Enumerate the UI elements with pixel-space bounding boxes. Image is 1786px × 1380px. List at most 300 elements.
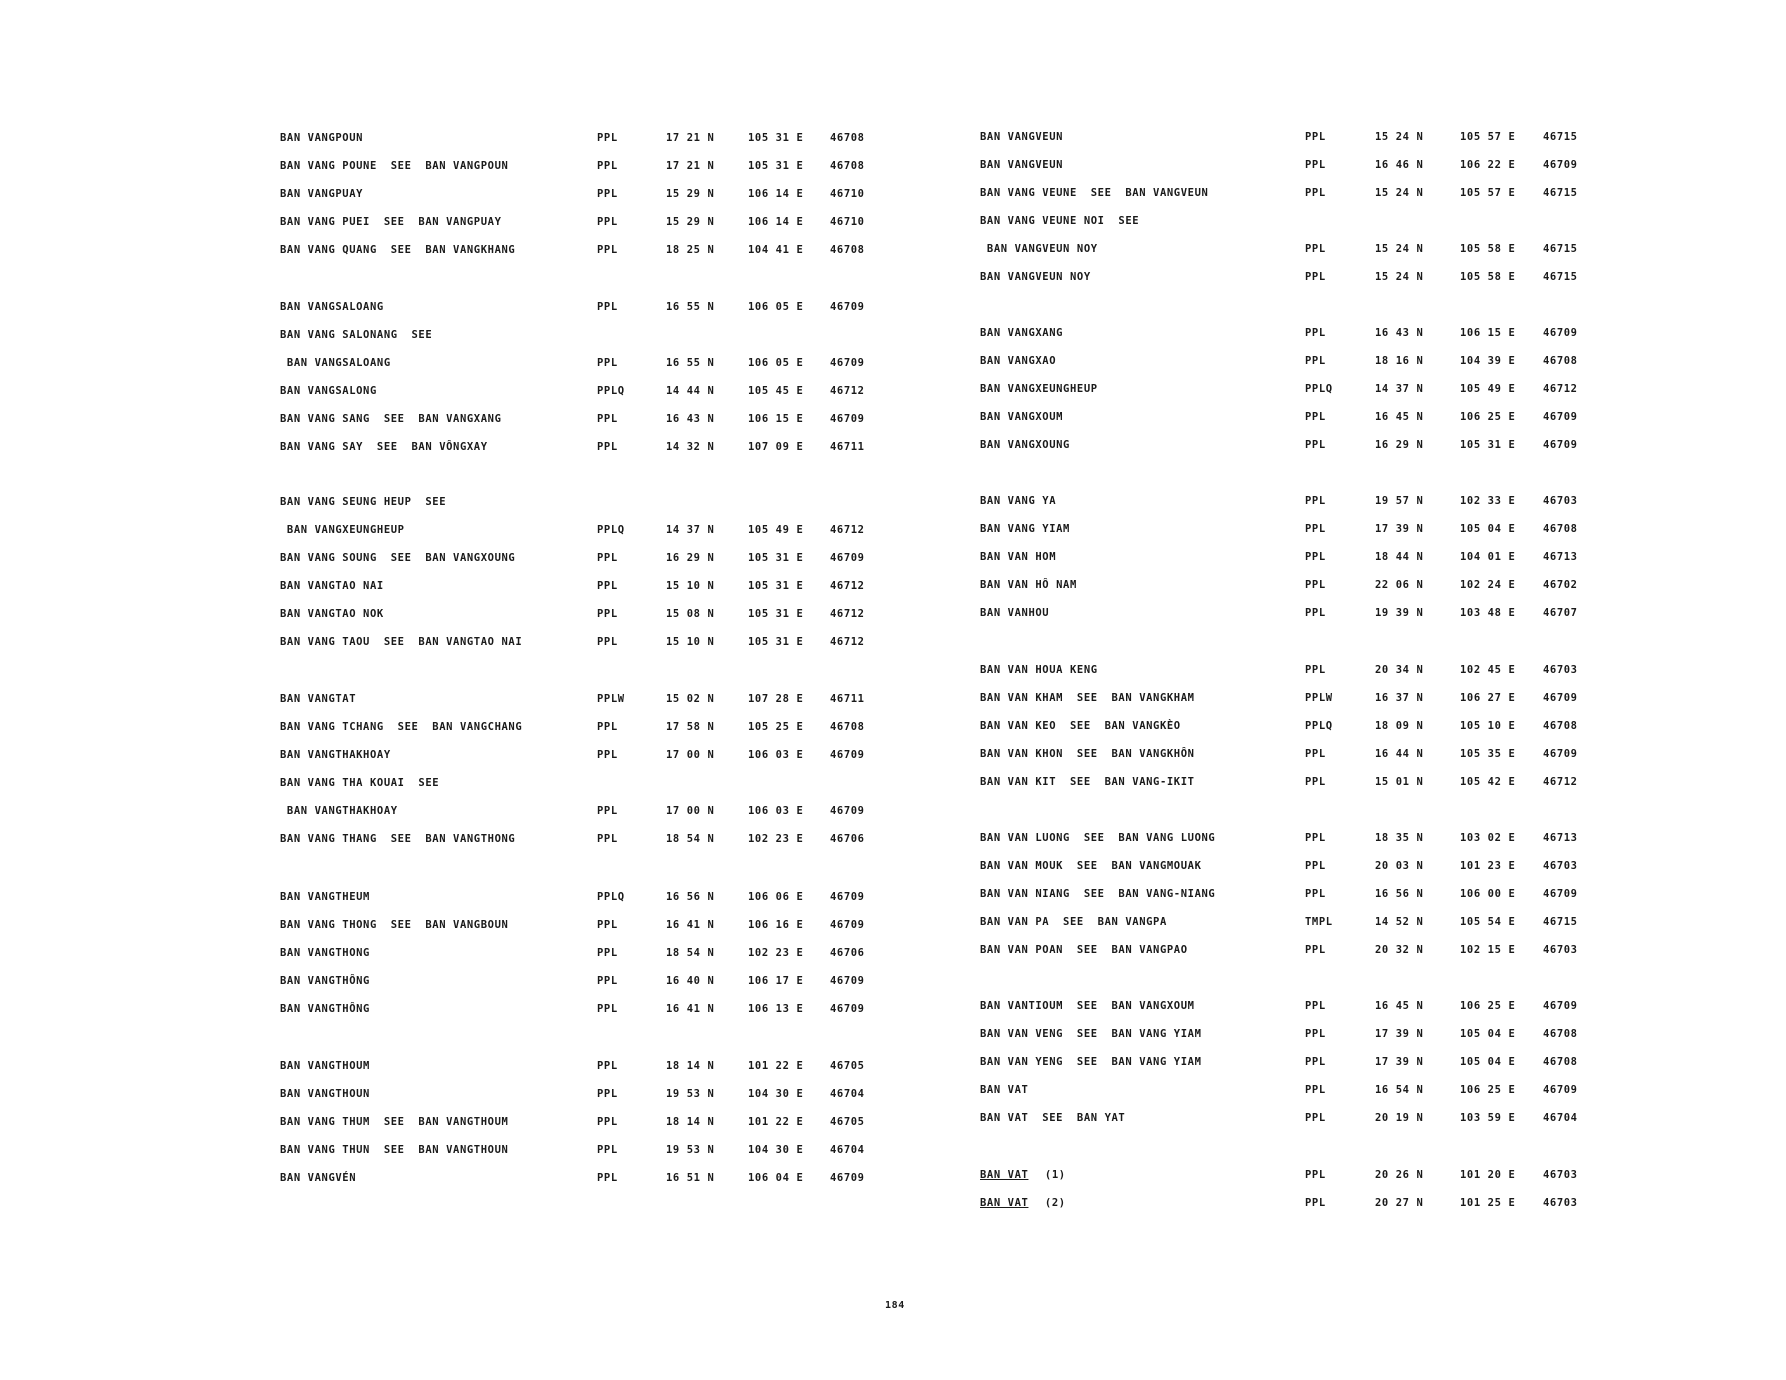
entry-type: PPL <box>597 357 618 369</box>
entry-name: BAN VAN VENG SEE BAN VANG YIAM <box>980 1028 1202 1040</box>
entry-type: PPL <box>1305 495 1326 507</box>
entry-lat: 16 54 N <box>1375 1084 1424 1096</box>
entry-suffix: (1) <box>1038 1169 1066 1181</box>
entry-lat: 16 37 N <box>1375 692 1424 704</box>
entry-lat: 15 24 N <box>1375 187 1424 199</box>
entry-type: PPL <box>597 1172 618 1184</box>
entry-type: PPL <box>1305 1056 1326 1068</box>
entry-code: 46709 <box>830 749 865 761</box>
entry-type: PPL <box>597 805 618 817</box>
entry-lon: 101 22 E <box>748 1116 804 1128</box>
entry-name: BAN VANGXANG <box>980 327 1064 339</box>
entry-type: PPL <box>1305 944 1326 956</box>
entry-lat: 17 21 N <box>666 132 715 144</box>
entry-code: 46708 <box>1543 1028 1578 1040</box>
entry-code: 46703 <box>1543 944 1578 956</box>
entry-name: BAN VANGXEUNGHEUP <box>280 524 405 536</box>
entry-type: PPL <box>1305 1084 1326 1096</box>
entry-name: BAN VAT <box>980 1084 1029 1096</box>
entry-lat: 16 56 N <box>1375 888 1424 900</box>
entry-code: 46709 <box>1543 411 1578 423</box>
entry-lon: 105 42 E <box>1460 776 1516 788</box>
entry-type: PPL <box>1305 243 1326 255</box>
entry-type: PPL <box>597 244 618 256</box>
entry-lon: 106 03 E <box>748 749 804 761</box>
entry-type: PPL <box>1305 411 1326 423</box>
entry-type: PPL <box>597 1144 618 1156</box>
entry-code: 46712 <box>1543 776 1578 788</box>
entry-lon: 107 09 E <box>748 441 804 453</box>
entry-lon: 105 31 E <box>748 552 804 564</box>
entry-code: 46709 <box>830 919 865 931</box>
entry-code: 46709 <box>1543 692 1578 704</box>
entry-type: PPL <box>597 919 618 931</box>
entry-name: BAN VANGTHOUM <box>280 1060 370 1072</box>
entry-lat: 16 43 N <box>1375 327 1424 339</box>
entry-lon: 106 13 E <box>748 1003 804 1015</box>
entry-name: BAN VANTIOUM SEE BAN VANGXOUM <box>980 1000 1195 1012</box>
entry-code: 46715 <box>1543 187 1578 199</box>
entry-lon: 106 00 E <box>1460 888 1516 900</box>
entry-lat: 14 37 N <box>1375 383 1424 395</box>
entry-type: PPL <box>1305 888 1326 900</box>
entry-lat: 14 44 N <box>666 385 715 397</box>
entry-type: PPL <box>1305 776 1326 788</box>
entry-name: BAN VANGVÉN <box>280 1172 357 1184</box>
entry-lat: 18 25 N <box>666 244 715 256</box>
entry-code: 46709 <box>1543 439 1578 451</box>
entry-type: PPL <box>597 1003 618 1015</box>
entry-code: 46707 <box>1543 607 1578 619</box>
entry-lon: 101 22 E <box>748 1060 804 1072</box>
entry-name: BAN VANG QUANG SEE BAN VANGKHANG <box>280 244 516 256</box>
entry-type: PPL <box>597 441 618 453</box>
entry-name: BAN VAN POAN SEE BAN VANGPAO <box>980 944 1188 956</box>
entry-name: BAN VANG SOUNG SEE BAN VANGXOUNG <box>280 552 516 564</box>
entry-type: PPL <box>1305 1169 1326 1181</box>
entry-lon: 105 04 E <box>1460 523 1516 535</box>
entry-code: 46709 <box>1543 748 1578 760</box>
entry-lon: 101 25 E <box>1460 1197 1516 1209</box>
entry-type: PPL <box>597 636 618 648</box>
entry-name: BAN VANGXOUM <box>980 411 1064 423</box>
entry-name: BAN VANGPOUN <box>280 132 364 144</box>
entry-name: BAN VANG SANG SEE BAN VANGXANG <box>280 413 502 425</box>
entry-type: PPL <box>1305 327 1326 339</box>
entry-code: 46706 <box>830 833 865 845</box>
entry-name: BAN VANGTHONG <box>280 947 370 959</box>
entry-code: 46709 <box>830 891 865 903</box>
entry-lat: 16 29 N <box>1375 439 1424 451</box>
entry-name: BAN VANGTAT <box>280 693 357 705</box>
entry-type: PPL <box>1305 551 1326 563</box>
entry-lat: 20 27 N <box>1375 1197 1424 1209</box>
entry-lat: 19 39 N <box>1375 607 1424 619</box>
entry-lat: 20 03 N <box>1375 860 1424 872</box>
entry-lat: 16 44 N <box>1375 748 1424 760</box>
entry-type: PPL <box>597 160 618 172</box>
entry-lat: 14 52 N <box>1375 916 1424 928</box>
entry-type: PPL <box>1305 579 1326 591</box>
entry-code: 46703 <box>1543 860 1578 872</box>
entry-name: BAN VANGSALOANG <box>280 357 391 369</box>
entry-lon: 105 57 E <box>1460 131 1516 143</box>
entry-lat: 15 29 N <box>666 216 715 228</box>
entry-name: BAN VAN HÔ NAM <box>980 579 1077 591</box>
entry-lon: 106 04 E <box>748 1172 804 1184</box>
entry-type: PPL <box>597 552 618 564</box>
entry-code: 46705 <box>830 1116 865 1128</box>
entry-code: 46709 <box>1543 159 1578 171</box>
entry-code: 46709 <box>1543 327 1578 339</box>
entry-lon: 106 25 E <box>1460 1084 1516 1096</box>
entry-type: PPL <box>597 413 618 425</box>
entry-lat: 17 00 N <box>666 749 715 761</box>
entry-name: BAN VAT <box>980 1197 1029 1209</box>
entry-lon: 104 39 E <box>1460 355 1516 367</box>
entry-lon: 102 24 E <box>1460 579 1516 591</box>
entry-code: 46703 <box>1543 1169 1578 1181</box>
entry-lat: 15 24 N <box>1375 243 1424 255</box>
entry-lon: 106 06 E <box>748 891 804 903</box>
entry-lon: 106 16 E <box>748 919 804 931</box>
entry-lat: 20 19 N <box>1375 1112 1424 1124</box>
entry-lon: 105 58 E <box>1460 243 1516 255</box>
entry-lon: 106 25 E <box>1460 411 1516 423</box>
entry-type: TMPL <box>1305 916 1333 928</box>
entry-code: 46709 <box>1543 1000 1578 1012</box>
entry-lon: 106 14 E <box>748 188 804 200</box>
entry-name: BAN VANG THUM SEE BAN VANGTHOUM <box>280 1116 509 1128</box>
entry-code: 46715 <box>1543 271 1578 283</box>
entry-type: PPL <box>597 216 618 228</box>
entry-lat: 17 00 N <box>666 805 715 817</box>
entry-lon: 104 01 E <box>1460 551 1516 563</box>
entry-type: PPL <box>1305 1197 1326 1209</box>
entry-type: PPL <box>1305 131 1326 143</box>
entry-lat: 16 45 N <box>1375 1000 1424 1012</box>
entry-type: PPL <box>1305 860 1326 872</box>
entry-code: 46708 <box>830 721 865 733</box>
entry-lat: 15 02 N <box>666 693 715 705</box>
entry-lat: 18 35 N <box>1375 832 1424 844</box>
entry-name: BAN VANG YA <box>980 495 1057 507</box>
entry-lon: 105 31 E <box>748 132 804 144</box>
entry-lon: 105 31 E <box>748 608 804 620</box>
entry-code: 46709 <box>1543 888 1578 900</box>
entry-lat: 16 45 N <box>1375 411 1424 423</box>
entry-code: 46712 <box>830 636 865 648</box>
entry-name: BAN VANGTHEUM <box>280 891 370 903</box>
entry-lat: 15 24 N <box>1375 271 1424 283</box>
entry-name: BAN VANGVEUN NOY <box>980 271 1091 283</box>
entry-type: PPL <box>1305 748 1326 760</box>
entry-lon: 106 03 E <box>748 805 804 817</box>
entry-lat: 18 16 N <box>1375 355 1424 367</box>
entry-lat: 19 53 N <box>666 1144 715 1156</box>
entry-lat: 17 58 N <box>666 721 715 733</box>
entry-name: BAN VAN HOUA KENG <box>980 664 1098 676</box>
entry-name: BAN VANG THANG SEE BAN VANGTHONG <box>280 833 516 845</box>
entry-code: 46713 <box>1543 832 1578 844</box>
entry-lon: 101 23 E <box>1460 860 1516 872</box>
entry-name: BAN VAN YENG SEE BAN VANG YIAM <box>980 1056 1202 1068</box>
entry-name: BAN VANG VEUNE NOI SEE <box>980 215 1140 227</box>
entry-suffix: (2) <box>1038 1197 1066 1209</box>
entry-code: 46709 <box>830 301 865 313</box>
entry-code: 46704 <box>1543 1112 1578 1124</box>
entry-lat: 18 54 N <box>666 947 715 959</box>
entry-lon: 107 28 E <box>748 693 804 705</box>
entry-type: PPL <box>1305 1000 1326 1012</box>
entry-lat: 16 43 N <box>666 413 715 425</box>
entry-code: 46709 <box>830 357 865 369</box>
entry-code: 46703 <box>1543 495 1578 507</box>
entry-code: 46708 <box>1543 1056 1578 1068</box>
entry-code: 46712 <box>830 608 865 620</box>
entry-code: 46702 <box>1543 579 1578 591</box>
entry-code: 46709 <box>830 805 865 817</box>
entry-lat: 14 32 N <box>666 441 715 453</box>
entry-name: BAN VANGSALOANG <box>280 301 384 313</box>
entry-code: 46709 <box>830 413 865 425</box>
entry-type: PPL <box>597 188 618 200</box>
entry-type: PPL <box>1305 187 1326 199</box>
entry-name: BAN VANGSALONG <box>280 385 377 397</box>
entry-lat: 16 40 N <box>666 975 715 987</box>
entry-name: BAN VANGXOUNG <box>980 439 1070 451</box>
entry-lon: 105 04 E <box>1460 1028 1516 1040</box>
entry-type: PPL <box>1305 523 1326 535</box>
entry-lon: 105 31 E <box>748 160 804 172</box>
entry-lat: 19 53 N <box>666 1088 715 1100</box>
entry-lon: 105 57 E <box>1460 187 1516 199</box>
entry-type: PPLQ <box>1305 720 1333 732</box>
entry-type: PPL <box>1305 271 1326 283</box>
entry-code: 46710 <box>830 216 865 228</box>
entry-name: BAN VANGTHOUN <box>280 1088 370 1100</box>
entry-type: PPL <box>1305 607 1326 619</box>
entry-type: PPL <box>1305 355 1326 367</box>
entry-type: PPL <box>1305 832 1326 844</box>
entry-lon: 105 31 E <box>748 580 804 592</box>
entry-code: 46713 <box>1543 551 1578 563</box>
entry-type: PPLQ <box>597 891 625 903</box>
entry-name: BAN VANGTHÔNG <box>280 975 370 987</box>
entry-name: BAN VAN NIANG SEE BAN VANG-NIANG <box>980 888 1216 900</box>
entry-lat: 19 57 N <box>1375 495 1424 507</box>
entry-lon: 102 45 E <box>1460 664 1516 676</box>
entry-name: BAN VANG POUNE SEE BAN VANGPOUN <box>280 160 509 172</box>
entry-type: PPL <box>597 132 618 144</box>
entry-name: BAN VAN HOM <box>980 551 1057 563</box>
entry-name: BAN VANGVEUN NOY <box>980 243 1098 255</box>
entry-lon: 102 15 E <box>1460 944 1516 956</box>
entry-lat: 15 01 N <box>1375 776 1424 788</box>
entry-code: 46715 <box>1543 916 1578 928</box>
entry-lon: 106 25 E <box>1460 1000 1516 1012</box>
entry-lat: 20 26 N <box>1375 1169 1424 1181</box>
entry-lon: 105 58 E <box>1460 271 1516 283</box>
entry-code: 46708 <box>1543 720 1578 732</box>
entry-lon: 105 31 E <box>1460 439 1516 451</box>
entry-type: PPL <box>1305 664 1326 676</box>
entry-lat: 20 32 N <box>1375 944 1424 956</box>
entry-code: 46705 <box>830 1060 865 1072</box>
entry-name: BAN VAT <box>980 1169 1029 1181</box>
entry-lon: 105 49 E <box>748 524 804 536</box>
entry-name: BAN VAN KHAM SEE BAN VANGKHAM <box>980 692 1195 704</box>
entry-type: PPL <box>597 833 618 845</box>
entry-lat: 15 29 N <box>666 188 715 200</box>
entry-lon: 105 45 E <box>748 385 804 397</box>
entry-name: BAN VANG SAY SEE BAN VÔNGXAY <box>280 441 488 453</box>
entry-type: PPL <box>597 1116 618 1128</box>
entry-lat: 14 37 N <box>666 524 715 536</box>
entry-code: 46703 <box>1543 1197 1578 1209</box>
entry-lon: 102 23 E <box>748 947 804 959</box>
entry-name: BAN VANG TCHANG SEE BAN VANGCHANG <box>280 721 523 733</box>
entry-name: BAN VANG THA KOUAI SEE <box>280 777 440 789</box>
entry-name: BAN VANG SALONANG SEE <box>280 329 433 341</box>
entry-name: BAN VANGTHÔNG <box>280 1003 370 1015</box>
entry-lon: 106 05 E <box>748 301 804 313</box>
entry-name: BAN VAN LUONG SEE BAN VANG LUONG <box>980 832 1216 844</box>
entry-name: BAN VANGXAO <box>980 355 1057 367</box>
entry-lat: 17 21 N <box>666 160 715 172</box>
entry-code: 46715 <box>1543 131 1578 143</box>
entry-code: 46708 <box>830 160 865 172</box>
entry-lat: 18 14 N <box>666 1060 715 1072</box>
entry-name: BAN VANG THONG SEE BAN VANGBOUN <box>280 919 509 931</box>
entry-lat: 15 24 N <box>1375 131 1424 143</box>
entry-lon: 106 27 E <box>1460 692 1516 704</box>
entry-name: BAN VANGVEUN <box>980 131 1064 143</box>
entry-type: PPL <box>1305 439 1326 451</box>
entry-code: 46708 <box>830 132 865 144</box>
entry-name: BAN VAT SEE BAN YAT <box>980 1112 1126 1124</box>
entry-type: PPL <box>597 301 618 313</box>
entry-lon: 102 23 E <box>748 833 804 845</box>
entry-lat: 17 39 N <box>1375 1028 1424 1040</box>
entry-code: 46712 <box>830 580 865 592</box>
entry-name: BAN VANHOU <box>980 607 1050 619</box>
entry-lon: 106 15 E <box>748 413 804 425</box>
entry-lon: 103 59 E <box>1460 1112 1516 1124</box>
entry-lat: 18 54 N <box>666 833 715 845</box>
entry-lon: 104 30 E <box>748 1088 804 1100</box>
entry-lat: 16 55 N <box>666 301 715 313</box>
entry-lon: 106 05 E <box>748 357 804 369</box>
entry-type: PPL <box>597 580 618 592</box>
entry-type: PPLQ <box>597 524 625 536</box>
entry-lon: 103 02 E <box>1460 832 1516 844</box>
entry-name: BAN VANG YIAM <box>980 523 1070 535</box>
entry-name: BAN VANG SEUNG HEUP SEE <box>280 496 447 508</box>
entry-name: BAN VANGTAO NOK <box>280 608 384 620</box>
entry-type: PPL <box>597 608 618 620</box>
entry-code: 46709 <box>830 552 865 564</box>
entry-code: 46709 <box>830 975 865 987</box>
entry-code: 46708 <box>830 244 865 256</box>
entry-name: BAN VANGVEUN <box>980 159 1064 171</box>
entry-name: BAN VANG TAOU SEE BAN VANGTAO NAI <box>280 636 523 648</box>
entry-code: 46708 <box>1543 355 1578 367</box>
entry-type: PPLQ <box>1305 383 1333 395</box>
entry-lon: 104 30 E <box>748 1144 804 1156</box>
entry-type: PPL <box>597 721 618 733</box>
entry-type: PPL <box>597 947 618 959</box>
entry-code: 46711 <box>830 441 865 453</box>
entry-lat: 16 29 N <box>666 552 715 564</box>
entry-type: PPL <box>597 1088 618 1100</box>
entry-code: 46704 <box>830 1144 865 1156</box>
entry-code: 46704 <box>830 1088 865 1100</box>
entry-code: 46709 <box>830 1172 865 1184</box>
entry-code: 46715 <box>1543 243 1578 255</box>
entry-name: BAN VANGXEUNGHEUP <box>980 383 1098 395</box>
entry-type: PPL <box>1305 1112 1326 1124</box>
entry-lat: 16 46 N <box>1375 159 1424 171</box>
entry-name: BAN VAN KEO SEE BAN VANGKÈO <box>980 720 1181 732</box>
entry-lat: 16 56 N <box>666 891 715 903</box>
entry-code: 46708 <box>1543 523 1578 535</box>
entry-name: BAN VANG PUEI SEE BAN VANGPUAY <box>280 216 502 228</box>
entry-name: BAN VAN KIT SEE BAN VANG-IKIT <box>980 776 1195 788</box>
entry-lon: 105 49 E <box>1460 383 1516 395</box>
entry-lon: 104 41 E <box>748 244 804 256</box>
entry-name: BAN VANGPUAY <box>280 188 364 200</box>
entry-lat: 16 41 N <box>666 1003 715 1015</box>
entry-lon: 103 48 E <box>1460 607 1516 619</box>
entry-lon: 105 25 E <box>748 721 804 733</box>
entry-lat: 15 10 N <box>666 636 715 648</box>
entry-lat: 18 14 N <box>666 1116 715 1128</box>
entry-lat: 20 34 N <box>1375 664 1424 676</box>
entry-code: 46712 <box>1543 383 1578 395</box>
entry-code: 46706 <box>830 947 865 959</box>
entry-lon: 106 22 E <box>1460 159 1516 171</box>
entry-lon: 105 10 E <box>1460 720 1516 732</box>
entry-code: 46709 <box>830 1003 865 1015</box>
entry-lon: 102 33 E <box>1460 495 1516 507</box>
entry-lat: 15 08 N <box>666 608 715 620</box>
entry-code: 46703 <box>1543 664 1578 676</box>
entry-type: PPLW <box>1305 692 1333 704</box>
entry-name: BAN VANGTAO NAI <box>280 580 384 592</box>
entry-lon: 106 14 E <box>748 216 804 228</box>
entry-code: 46712 <box>830 385 865 397</box>
entry-type: PPL <box>1305 1028 1326 1040</box>
entry-lon: 101 20 E <box>1460 1169 1516 1181</box>
entry-lat: 16 41 N <box>666 919 715 931</box>
entry-lon: 106 17 E <box>748 975 804 987</box>
entry-code: 46711 <box>830 693 865 705</box>
entry-name: BAN VANGTHAKHOAY <box>280 749 391 761</box>
entry-type: PPL <box>597 1060 618 1072</box>
entry-code: 46709 <box>1543 1084 1578 1096</box>
entry-lon: 106 15 E <box>1460 327 1516 339</box>
entry-lon: 105 04 E <box>1460 1056 1516 1068</box>
entry-type: PPL <box>1305 159 1326 171</box>
entry-lat: 18 09 N <box>1375 720 1424 732</box>
entry-name: BAN VANGTHAKHOAY <box>280 805 398 817</box>
entry-type: PPLW <box>597 693 625 705</box>
entry-lat: 17 39 N <box>1375 523 1424 535</box>
page-number: 184 <box>885 1300 905 1311</box>
entry-lon: 105 54 E <box>1460 916 1516 928</box>
entry-name: BAN VANG VEUNE SEE BAN VANGVEUN <box>980 187 1209 199</box>
